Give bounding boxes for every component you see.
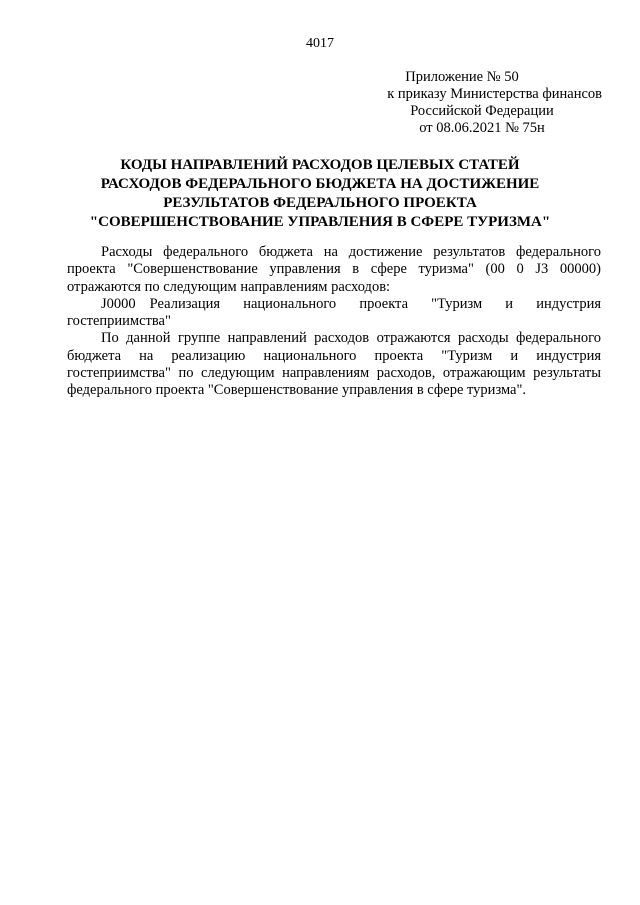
expense-code-description: Реализация национального проекта "Туризм и индустрия гостеприимства" bbox=[67, 295, 601, 330]
page-number: 4017 bbox=[306, 36, 334, 51]
attachment-country: Российской Федерации bbox=[410, 103, 554, 119]
intro-paragraph: Расходы федерального бюджета на достижение результатов федерального проекта "Совершенствование управления в сфере туризма" (00 0 J3 00000) отражаются по следующим направлениям расходов: bbox=[67, 244, 601, 295]
attachment-order-reference: к приказу Министерства финансов bbox=[387, 86, 602, 102]
attachment-order-date: от 08.06.2021 № 75н bbox=[419, 120, 545, 136]
group-note-paragraph: По данной группе направлений расходов отражаются расходы федерального бюджета на реализацию национального проекта "Туризм и индустрия гостеприимства" по следующим направлениям расходов, отражающим результаты федерального проекта "Совершенствование управления в сфере туризма". bbox=[67, 330, 601, 399]
attachment-header bbox=[322, 69, 602, 137]
document-body bbox=[67, 244, 601, 400]
document-title bbox=[60, 156, 580, 232]
attachment-number: Приложение № 50 bbox=[405, 69, 519, 85]
expense-code: J0000 bbox=[101, 295, 136, 312]
expense-code-row bbox=[67, 296, 601, 331]
title-line: РЕЗУЛЬТАТОВ ФЕДЕРАЛЬНОГО ПРОЕКТА bbox=[163, 195, 477, 211]
title-line: "СОВЕРШЕНСТВОВАНИЕ УПРАВЛЕНИЯ В СФЕРЕ ТУРИЗМА" bbox=[89, 214, 551, 230]
title-line: РАСХОДОВ ФЕДЕРАЛЬНОГО БЮДЖЕТА НА ДОСТИЖЕНИЕ bbox=[100, 176, 540, 192]
title-line: КОДЫ НАПРАВЛЕНИЙ РАСХОДОВ ЦЕЛЕВЫХ СТАТЕЙ bbox=[120, 157, 520, 173]
